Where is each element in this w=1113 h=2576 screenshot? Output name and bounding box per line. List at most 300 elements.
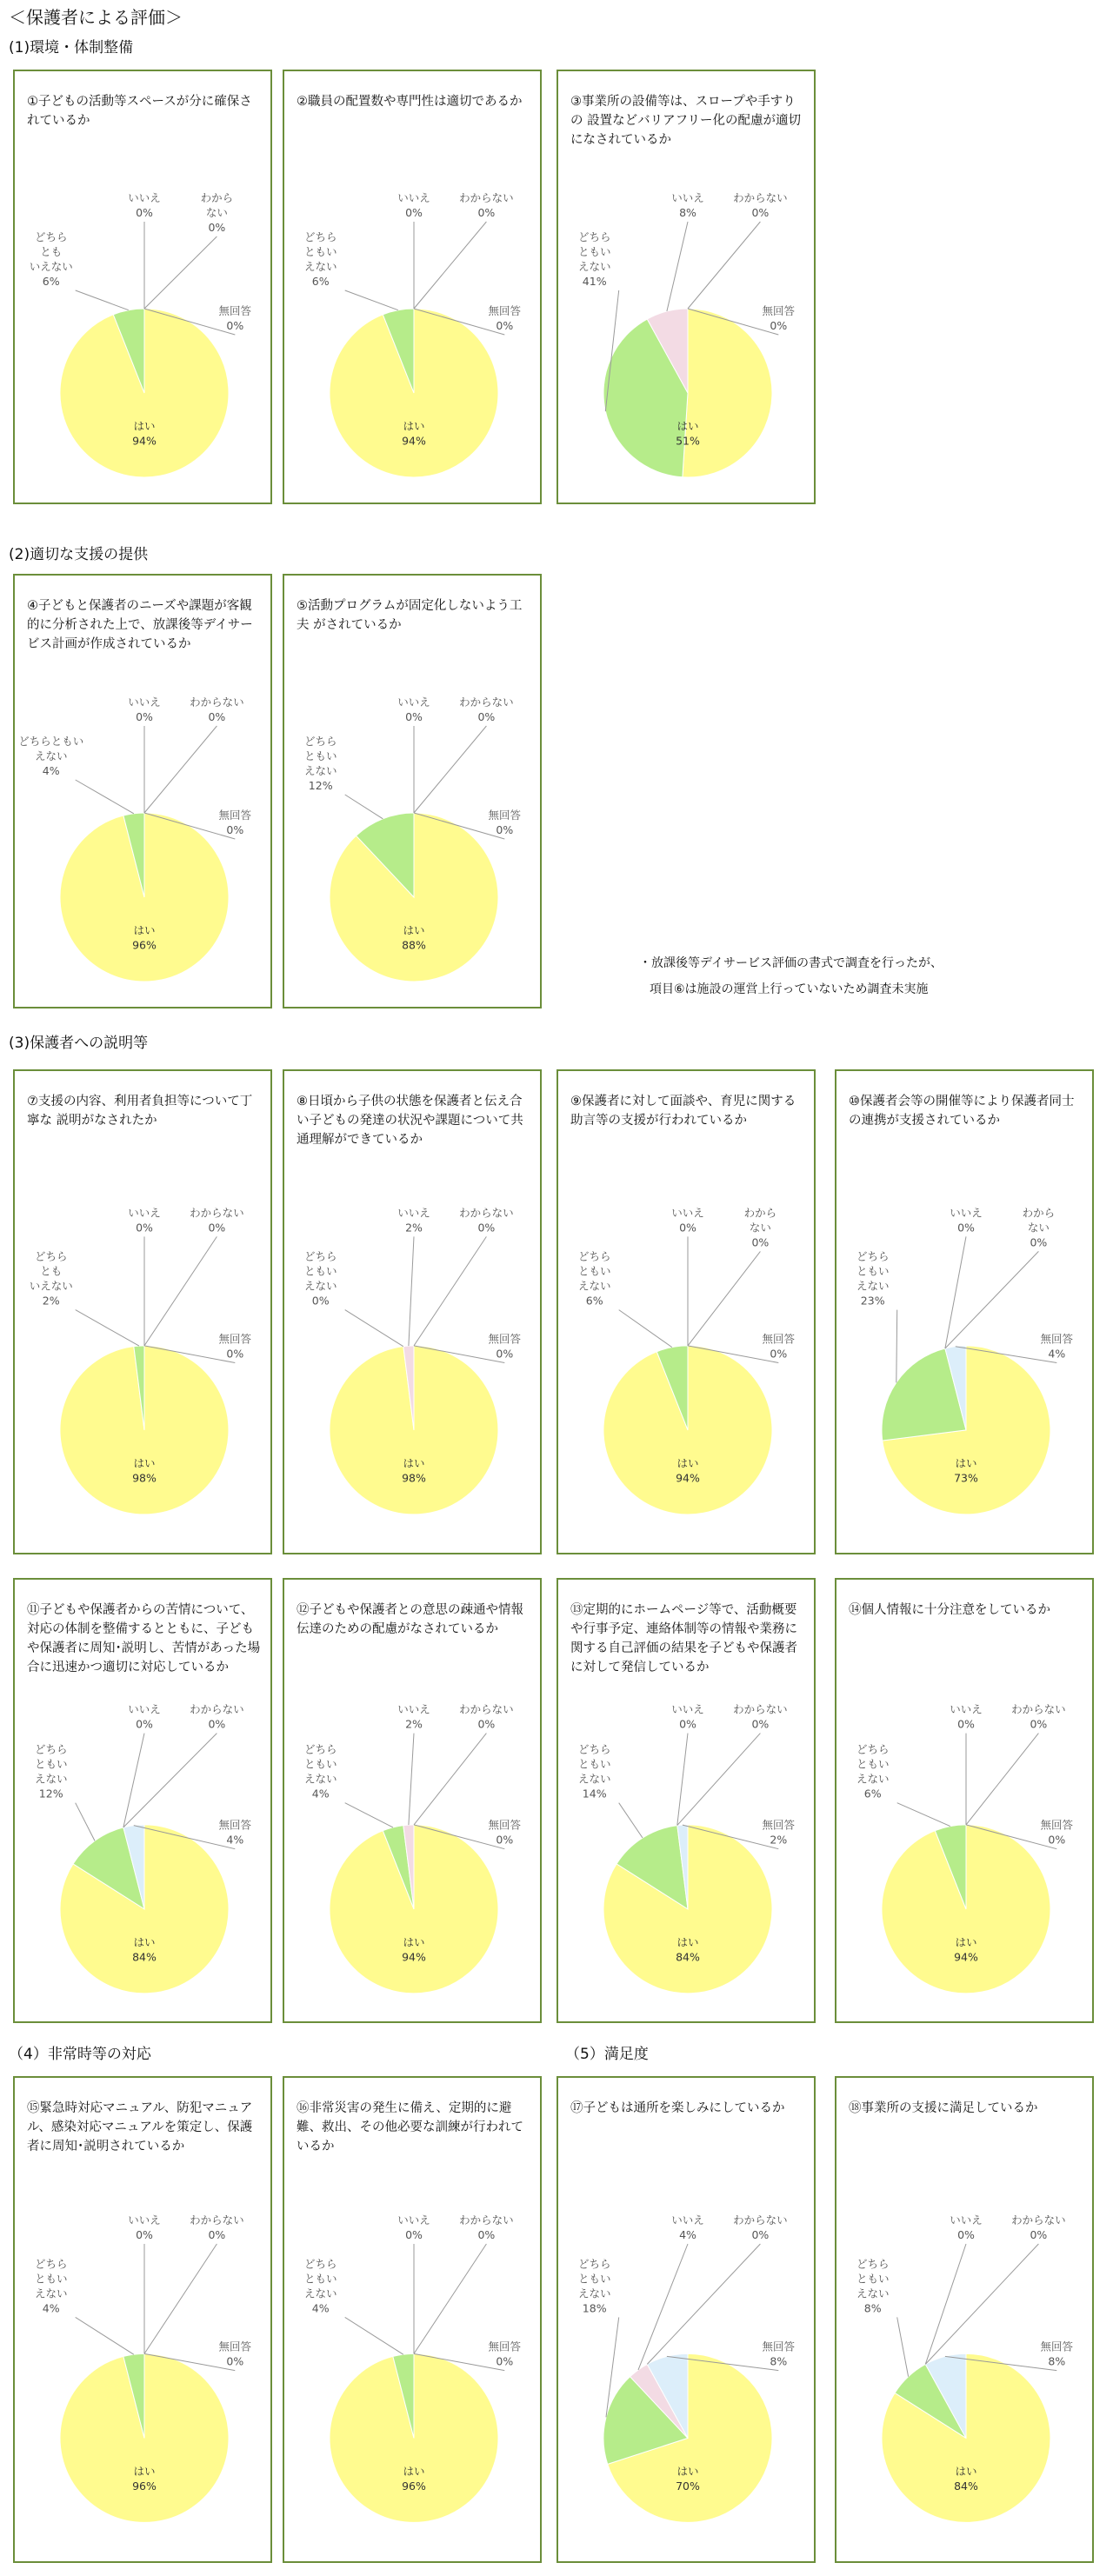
slice-label-line: ともい — [303, 1264, 337, 1278]
slice-label-line: 0% — [770, 1347, 788, 1361]
leader-line — [345, 1803, 393, 1827]
pie-chart — [15, 576, 274, 1010]
slice-label-line: とも — [40, 1264, 63, 1278]
slice-label-line: えない — [303, 260, 337, 273]
slice-label — [190, 1206, 244, 1234]
slice-label — [856, 1743, 890, 1801]
slice-label-line: はい — [955, 1935, 977, 1949]
slice-label-line: どちら — [856, 2257, 890, 2271]
section-heading-2: (2)適切な支援の提供 — [9, 546, 149, 563]
chart-card — [13, 574, 272, 1008]
slice-label-line: えない — [577, 1772, 611, 1786]
slice-label-line: えない — [577, 2286, 611, 2300]
slice-label-line: 94% — [402, 1950, 426, 1964]
slice-label-line: どちら — [856, 1742, 890, 1756]
chart-title: ②職員の配置数や専門性は適切であるか — [297, 95, 523, 109]
slice-label-line: ない — [205, 206, 228, 219]
pie-chart — [836, 2078, 1096, 2565]
slice-label-line: はい — [403, 923, 425, 937]
slice-label-line: 無回答 — [762, 1818, 796, 1832]
slice-label-line: 0% — [405, 710, 423, 723]
leader-line — [76, 1310, 139, 1347]
slice-label-line: 12% — [308, 779, 333, 792]
slice-label-line: ともい — [34, 2272, 68, 2286]
slice-label-line: どちら — [577, 2257, 611, 2271]
slice-label-line: わから — [743, 1206, 777, 1220]
slice-label-line: いいえ — [397, 191, 430, 204]
slice-label — [744, 1206, 777, 1248]
slice-label — [201, 191, 234, 234]
slice-label-line: えない — [303, 1772, 337, 1786]
survey-note — [639, 950, 943, 1002]
slice-label-line: わからない — [733, 191, 788, 204]
slice-label-line: 0% — [136, 206, 153, 219]
slice-label-line: 0% — [679, 1221, 696, 1235]
leader-line — [619, 1803, 643, 1838]
slice-label — [219, 1333, 252, 1361]
leader-line — [897, 2317, 909, 2376]
slice-label-line: いいえ — [128, 1206, 161, 1220]
section-heading-1: (1)環境・体制整備 — [9, 39, 134, 57]
chart-card — [556, 2076, 816, 2563]
slice-label-line: えない — [303, 2286, 337, 2300]
slice-label-line: 0% — [226, 319, 244, 332]
slice-label — [18, 735, 83, 777]
slice-label-line: はい — [676, 419, 699, 433]
slice-label-line: えない — [303, 764, 337, 777]
chart-title: ⑪子どもや保護者からの苦情について、対応の体制を整備するとともに、子どもや保護者に周知･説明し、苦情があった場合に迅速かつ適切に対応しているか — [27, 1603, 261, 1674]
slice-label-line: 0% — [477, 206, 496, 219]
slice-label-line: 6% — [863, 1787, 882, 1801]
slice-label-line: わからない — [733, 1702, 788, 1716]
slice-label — [489, 304, 522, 332]
slice-label-line: 94% — [402, 434, 426, 448]
slice-label-line: 無回答 — [762, 2340, 796, 2353]
leader-line — [619, 1310, 672, 1348]
slice-label-line: 4% — [311, 1787, 330, 1801]
slice-label-line: 0% — [1030, 2228, 1048, 2241]
slice-label-line: どちら — [856, 1249, 890, 1263]
pie-chart — [284, 1071, 543, 1556]
pie-chart — [284, 576, 543, 1010]
slice-label-line: いいえ — [397, 1702, 430, 1716]
slice-label-line: わからない — [459, 696, 514, 709]
slice-label-line: ともい — [577, 2272, 611, 2286]
slice-label-line: どちら — [34, 1249, 68, 1263]
slice-label-line: いいえ — [128, 2213, 161, 2227]
survey-note-line-1: ・放課後等デイサービス評価の書式で調査を行ったが、 — [639, 956, 943, 970]
pie-chart — [15, 2078, 274, 2565]
slice-label — [671, 2213, 704, 2241]
pie-slice-0 — [683, 309, 772, 477]
chart-title: ⑱事業所の支援に満足しているか — [849, 2101, 1038, 2115]
slice-label-line: 4% — [311, 2301, 330, 2315]
leader-line — [414, 1734, 486, 1825]
slice-label-line: わから — [200, 191, 234, 204]
slice-label-line: 0% — [136, 710, 153, 723]
slice-label — [1041, 1819, 1074, 1847]
slice-label-line: 0% — [957, 1221, 975, 1235]
chart-card — [13, 2076, 272, 2563]
slice-label-line: 18% — [582, 2301, 607, 2315]
slice-label-line: ともい — [34, 1757, 68, 1771]
slice-label-line: はい — [403, 419, 425, 433]
slice-label — [30, 1250, 73, 1308]
slice-label — [1041, 2340, 1074, 2368]
slice-label — [578, 2257, 611, 2314]
slice-label-line: えない — [34, 749, 68, 762]
leader-line — [925, 2244, 966, 2364]
slice-label-line: はい — [133, 923, 156, 937]
leader-line — [677, 1734, 688, 1826]
slice-label-line: 94% — [676, 1471, 700, 1485]
slice-label-line: 0% — [208, 2228, 226, 2241]
slice-label-line: 0% — [496, 1347, 514, 1361]
slice-label — [459, 2213, 514, 2241]
slice-label-line: 8% — [1048, 2354, 1066, 2368]
slice-label-line: 0% — [477, 1221, 496, 1235]
slice-label-line: 0% — [770, 319, 788, 332]
slice-label — [304, 1743, 337, 1801]
slice-label — [219, 2340, 252, 2368]
slice-label — [459, 696, 514, 723]
slice-label-line: はい — [133, 1456, 156, 1470]
slice-label — [1011, 1703, 1066, 1731]
chart-title: ⑦支援の内容、利用者負担等について丁寧な 説明がなされたか — [27, 1095, 253, 1128]
slice-label-line: 6% — [311, 275, 330, 288]
chart-title: ①子どもの活動等スペースが分に確保されているか — [27, 95, 252, 128]
slice-label-line: 2% — [42, 1294, 60, 1308]
slice-label-line: 8% — [863, 2301, 882, 2315]
slice-label — [190, 2213, 244, 2241]
slice-label-line: わからない — [459, 2213, 514, 2227]
slice-label-line: 4% — [42, 764, 60, 777]
slice-label-line: 無回答 — [488, 1818, 522, 1832]
slice-label-line: 23% — [860, 1294, 885, 1308]
slice-label — [856, 1250, 890, 1308]
slice-label — [30, 230, 73, 288]
slice-label-line: わからない — [190, 1206, 244, 1220]
slice-label — [397, 2213, 430, 2241]
chart-title: ⑮緊急時対応マニュアル、防犯マニュアル、感染対応マニュアルを策定し、保護者に周知･説明されているか — [27, 2101, 253, 2153]
slice-label-line: えない — [577, 260, 611, 273]
slice-label — [190, 1703, 244, 1731]
chart-card — [283, 1578, 542, 2023]
pie-chart — [15, 1580, 274, 2025]
leader-line — [677, 1734, 761, 1826]
pie-chart — [558, 1071, 817, 1556]
chart-card — [13, 1069, 272, 1554]
slice-label-line: 0% — [477, 2228, 496, 2241]
slice-label-line: いいえ — [397, 1206, 430, 1220]
slice-label — [733, 2213, 788, 2241]
leader-line — [667, 222, 688, 311]
slice-label-line: どちら — [303, 230, 337, 243]
slice-label-line: はい — [403, 2465, 425, 2479]
slice-label-line: 0% — [311, 1294, 330, 1308]
slice-label — [671, 1703, 704, 1731]
slice-label — [763, 2340, 796, 2368]
slice-label-line: 0% — [208, 221, 226, 234]
leader-line — [414, 2244, 486, 2353]
slice-label-line: 2% — [770, 1833, 788, 1847]
leader-line — [638, 2244, 688, 2370]
slice-label — [304, 1250, 337, 1308]
slice-label-line: ない — [749, 1221, 771, 1235]
slice-label-line: どちら — [577, 230, 611, 243]
slice-label-line: どちら — [577, 1742, 611, 1756]
leader-line — [345, 795, 383, 819]
slice-label-line: 4% — [1048, 1347, 1066, 1361]
slice-label-line: 6% — [585, 1294, 603, 1308]
slice-label-line: 0% — [405, 2228, 423, 2241]
section-heading-4: （4）非常時等の対応 — [9, 2046, 151, 2063]
leader-line — [414, 1236, 486, 1346]
slice-label-line: 無回答 — [1040, 2340, 1074, 2353]
slice-label — [35, 2257, 68, 2314]
section-heading-5: （5）満足度 — [565, 2046, 649, 2063]
slice-label-line: 94% — [954, 1950, 978, 1964]
slice-label-line: ともい — [856, 1264, 890, 1278]
slice-label-line: 無回答 — [1040, 1332, 1074, 1346]
slice-label-line: 0% — [226, 1347, 244, 1361]
section-heading-3: (3)保護者への説明等 — [9, 1035, 149, 1052]
slice-label-line: どちら — [303, 735, 337, 748]
leader-line — [688, 1251, 760, 1346]
slice-label-line: はい — [676, 1456, 699, 1470]
slice-label-line: 無回答 — [762, 304, 796, 317]
slice-label-line: 14% — [582, 1787, 607, 1801]
slice-label — [671, 191, 704, 219]
slice-label-line: いいえ — [671, 1206, 704, 1220]
slice-label-line: ともい — [303, 2272, 337, 2286]
slice-label — [578, 1250, 611, 1308]
slice-label-line: ともい — [856, 1757, 890, 1771]
slice-label-line: 0% — [751, 1717, 770, 1731]
leader-line — [144, 726, 217, 813]
slice-label-line: わからない — [459, 1702, 514, 1716]
slice-label — [763, 1819, 796, 1847]
slice-label-line: 94% — [132, 434, 157, 448]
slice-label-line: わからない — [190, 2213, 244, 2227]
slice-label — [950, 2213, 983, 2241]
slice-label-line: 84% — [132, 1950, 157, 1964]
slice-label — [489, 2340, 522, 2368]
slice-label-line: いいえ — [671, 1702, 704, 1716]
chart-card — [835, 1069, 1094, 1554]
pie-chart — [558, 2078, 817, 2565]
slice-label — [304, 735, 337, 792]
slice-label-line: 無回答 — [488, 304, 522, 317]
slice-label — [950, 1206, 983, 1234]
slice-label — [1041, 1333, 1074, 1361]
slice-label-line: 0% — [208, 1221, 226, 1235]
pie-chart — [558, 71, 817, 506]
slice-label-line: 12% — [38, 1787, 63, 1801]
slice-label — [304, 230, 337, 288]
slice-label-line: 51% — [676, 434, 700, 448]
slice-label-line: とも — [40, 245, 63, 258]
slice-label-line: 0% — [1030, 1235, 1048, 1249]
slice-label-line: ともい — [577, 1757, 611, 1771]
chart-title: ⑫子どもや保護者との意思の疎通や情報伝達のための配慮がなされているか — [297, 1603, 523, 1636]
slice-label-line: 8% — [679, 206, 696, 219]
slice-label-line: いえない — [29, 1279, 73, 1293]
slice-label-line: 0% — [1048, 1833, 1066, 1847]
leader-line — [966, 1734, 1038, 1825]
leader-line — [144, 2244, 217, 2353]
slice-label — [578, 230, 611, 288]
slice-label — [856, 2257, 890, 2314]
slice-label-line: いいえ — [397, 696, 430, 709]
slice-label-line: わからない — [190, 1702, 244, 1716]
chart-title: ④子どもと保護者のニーズや課題が客観的に分析された上で、放課後等デイサービス計画が作成されているか — [27, 599, 253, 651]
slice-label-line: いえない — [29, 260, 73, 273]
slice-label — [733, 191, 788, 219]
slice-label-line: 84% — [954, 2479, 978, 2493]
chart-card — [283, 70, 542, 504]
slice-label-line: 0% — [496, 823, 514, 836]
leader-line — [896, 1310, 897, 1383]
slice-label-line: 0% — [136, 1221, 153, 1235]
leader-line — [76, 2317, 134, 2354]
slice-label-line: 0% — [477, 1717, 496, 1731]
survey-note-line-2: 項目⑥は施設の運営上行っていないため調査未実施 — [650, 982, 929, 996]
slice-label-line: 無回答 — [1040, 1818, 1074, 1832]
slice-label — [219, 1819, 252, 1847]
slice-label-line: ともい — [303, 1757, 337, 1771]
pie-chart — [284, 71, 543, 506]
slice-label-line: 0% — [751, 1235, 770, 1249]
slice-label — [397, 696, 430, 723]
slice-label-line: いいえ — [950, 1206, 983, 1220]
slice-label — [459, 1206, 514, 1234]
slice-label-line: 96% — [402, 2479, 426, 2493]
leader-line — [925, 2244, 1038, 2364]
slice-label-line: えない — [577, 1279, 611, 1293]
slice-label — [950, 1703, 983, 1731]
slice-label-line: 0% — [136, 2228, 153, 2241]
slice-label-line: どちら — [577, 1249, 611, 1263]
slice-label-line: どちら — [34, 230, 68, 243]
slice-label-line: 無回答 — [218, 1332, 252, 1346]
slice-label — [219, 809, 252, 836]
slice-label-line: どちら — [303, 1249, 337, 1263]
slice-label-line: わからない — [1011, 1702, 1066, 1716]
slice-label — [128, 2213, 161, 2241]
slice-label-line: はい — [676, 2465, 699, 2479]
slice-label-line: はい — [133, 2465, 156, 2479]
slice-label-line: どちら — [303, 2257, 337, 2271]
slice-label — [304, 2257, 337, 2314]
chart-title: ⑧日頃から子供の状態を保護者と伝え合い子どもの発達の状況や課題について共通理解ができているか — [297, 1095, 523, 1147]
slice-label-line: 0% — [957, 1717, 975, 1731]
slice-label-line: 4% — [42, 2301, 60, 2315]
slice-label-line: わから — [1022, 1206, 1056, 1220]
slice-label-line: えない — [34, 1772, 68, 1786]
slice-label-line: 70% — [676, 2479, 700, 2493]
slice-label — [128, 1206, 161, 1234]
leader-line — [414, 222, 486, 309]
slice-label-line: はい — [403, 1935, 425, 1949]
slice-label-line: 無回答 — [218, 304, 252, 317]
slice-label-line: 0% — [1030, 1717, 1048, 1731]
slice-label-line: はい — [133, 419, 156, 433]
pie-chart — [558, 1580, 817, 2025]
slice-label-line: ともい — [577, 1264, 611, 1278]
slice-label — [459, 191, 514, 219]
slice-label — [219, 304, 252, 332]
slice-label-line: 無回答 — [218, 809, 252, 822]
chart-title: ⑨保護者に対して面談や、育児に関する助言等の支援が行われているか — [570, 1095, 796, 1128]
page-title: ＜保護者による評価＞ — [9, 7, 183, 28]
slice-label-line: 無回答 — [488, 1332, 522, 1346]
slice-label-line: 0% — [679, 1717, 696, 1731]
chart-title: ⑰子どもは通所を楽しみにしているか — [570, 2101, 785, 2115]
slice-label-line: わからない — [733, 2213, 788, 2227]
slice-label-line: 0% — [496, 319, 514, 332]
leader-line — [76, 1803, 95, 1841]
slice-label-line: 73% — [954, 1471, 978, 1485]
chart-card — [556, 1069, 816, 1554]
slice-label — [763, 1333, 796, 1361]
slice-label-line: 0% — [751, 2228, 770, 2241]
chart-title: ⑩保護者会等の開催等により保護者同士の連携が支援されているか — [849, 1095, 1075, 1128]
leader-line — [123, 1734, 144, 1827]
slice-label-line: 0% — [496, 1833, 514, 1847]
leader-line — [345, 1310, 403, 1347]
chart-card — [835, 2076, 1094, 2563]
slice-label-line: 88% — [402, 938, 426, 952]
slice-label-line: ともい — [856, 2272, 890, 2286]
slice-label — [1011, 2213, 1066, 2241]
slice-label — [397, 1703, 430, 1731]
slice-label-line: 無回答 — [218, 2340, 252, 2353]
pie-chart — [836, 1071, 1096, 1556]
slice-label — [578, 1743, 611, 1801]
slice-label-line: 0% — [957, 2228, 975, 2241]
slice-label-line: 96% — [132, 2479, 157, 2493]
chart-card — [283, 1069, 542, 1554]
chart-title: ③事業所の設備等は、スロープや手すりの 設置などバリアフリー化の配慮が適切になされているか — [570, 95, 802, 147]
slice-label — [128, 696, 161, 723]
pie-chart — [15, 71, 274, 506]
chart-card — [283, 574, 542, 1008]
leader-line — [688, 222, 760, 309]
slice-label-line: 無回答 — [488, 2340, 522, 2353]
slice-label-line: どちら — [34, 1742, 68, 1756]
slice-label-line: 0% — [208, 710, 226, 723]
slice-label-line: わからない — [190, 696, 244, 709]
chart-card — [556, 1578, 816, 2023]
leader-line — [345, 290, 398, 310]
slice-label — [397, 1206, 430, 1234]
leader-line — [897, 1803, 950, 1827]
chart-card — [283, 2076, 542, 2563]
leader-line — [76, 780, 134, 814]
slice-label-line: いいえ — [128, 191, 161, 204]
slice-label-line: 0% — [208, 1717, 226, 1731]
slice-label-line: 無回答 — [762, 1332, 796, 1346]
chart-title: ⑤活動プログラムが固定化しないよう工夫 がされているか — [297, 599, 523, 632]
slice-label-line: 84% — [676, 1950, 700, 1964]
slice-label — [763, 304, 796, 332]
slice-label-line: 6% — [42, 275, 60, 288]
slice-label-line: どちら — [303, 1742, 337, 1756]
slice-label-line: いいえ — [950, 2213, 983, 2227]
slice-label — [733, 1703, 788, 1731]
slice-label — [489, 1819, 522, 1847]
